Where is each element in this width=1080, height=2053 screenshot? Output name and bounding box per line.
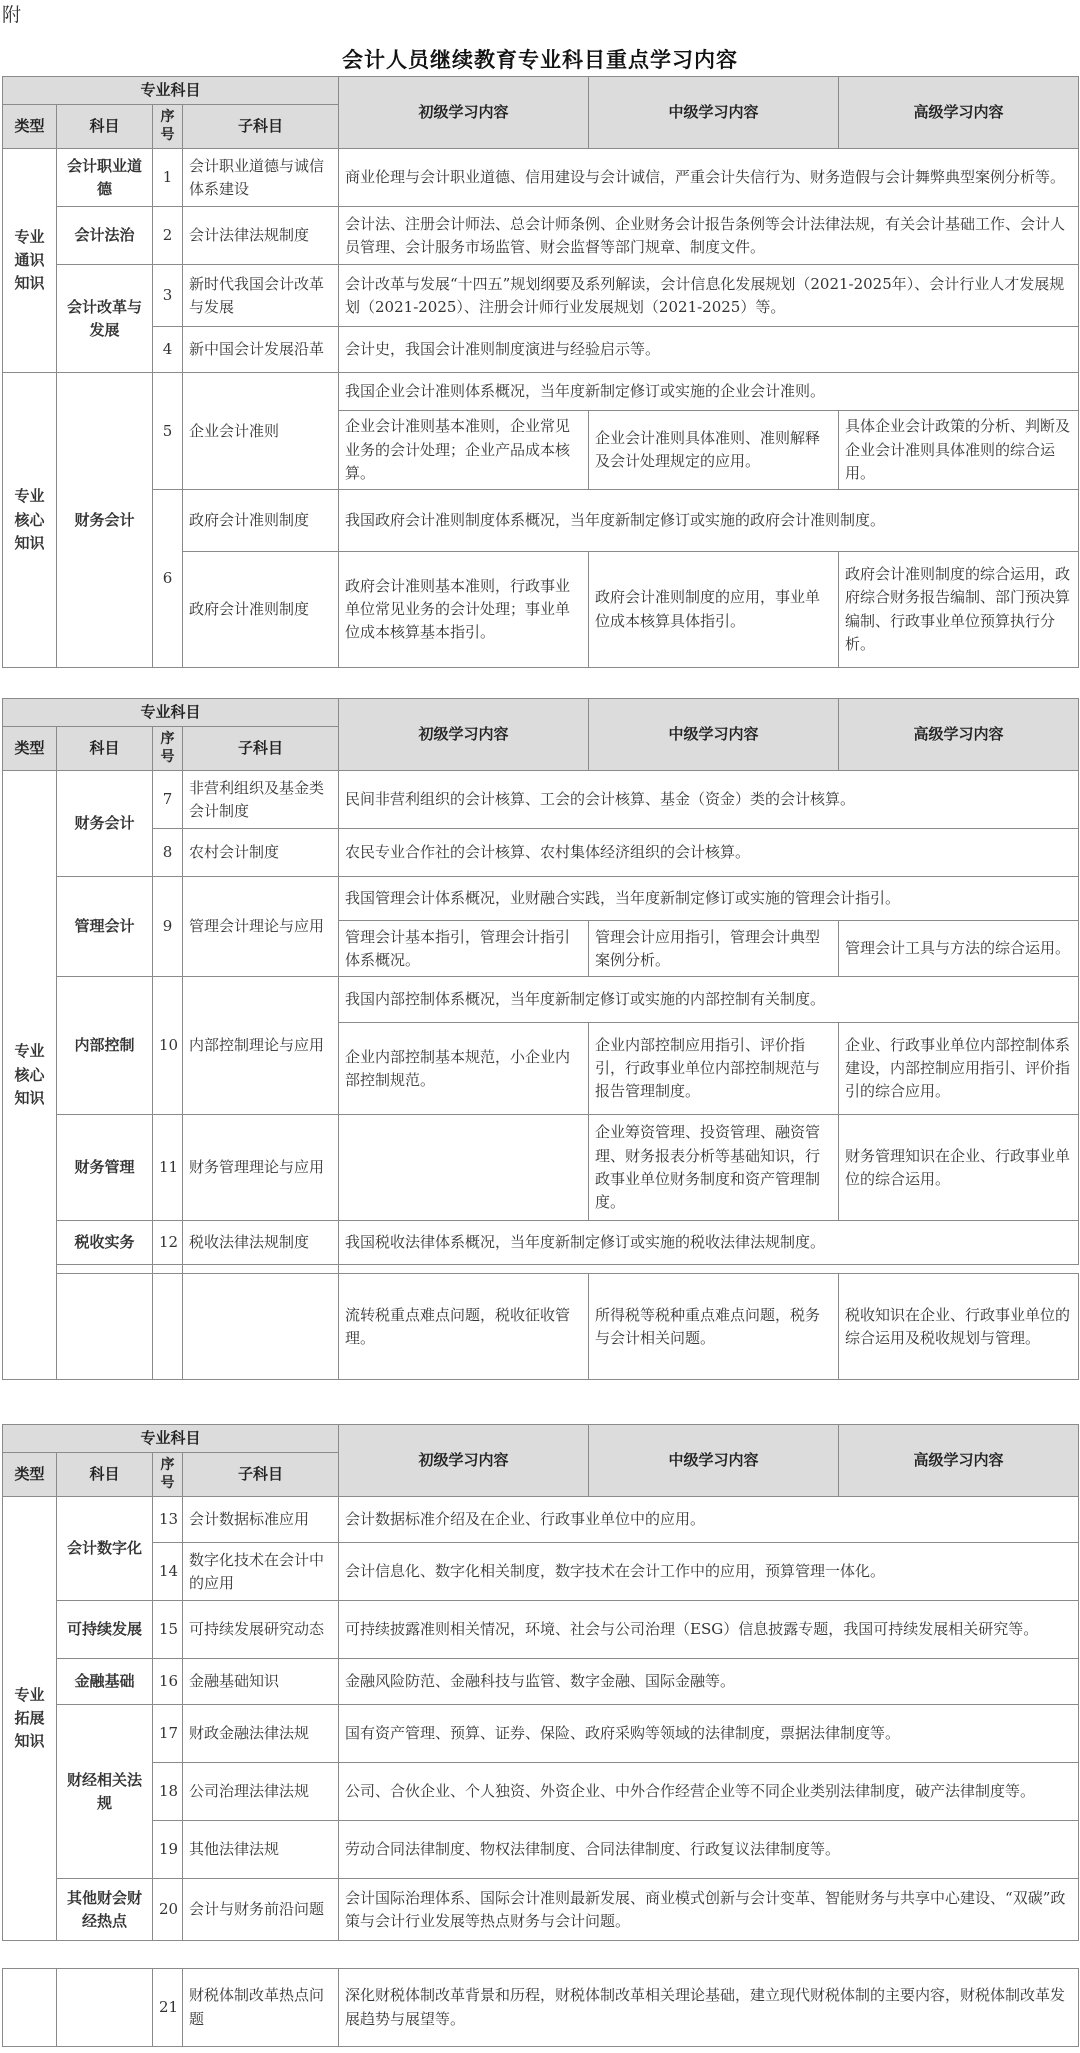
- content-cell: 深化财税体制改革背景和历程，财税体制改革相关理论基础，建立现代财税体制的主要内容，财税体制改革发展趋势与展望等。: [339, 1969, 1079, 2047]
- subject-cell: 会计数字化: [57, 1497, 153, 1601]
- seq-cell: 20: [153, 1879, 183, 1941]
- header-group: 专业科目: [3, 699, 339, 727]
- header-type: 类型: [3, 1453, 57, 1497]
- header-seq: 序号: [153, 1453, 183, 1497]
- content-cell: 会计数据标准介绍及在企业、行政事业单位中的应用。: [339, 1497, 1079, 1543]
- senior-cell: 管理会计工具与方法的综合运用。: [839, 921, 1079, 977]
- sub-subject-cell: 非营利组织及基金类会计制度: [183, 771, 339, 829]
- sub-subject-cell: 会计职业道德与诚信体系建设: [183, 149, 339, 207]
- header-sub-subject: 子科目: [183, 1453, 339, 1497]
- seq-cell: 5: [153, 373, 183, 490]
- sub-subject-cell: 财政金融法律法规: [183, 1705, 339, 1763]
- junior-cell: 企业内部控制基本规范，小企业内部控制规范。: [339, 1023, 589, 1115]
- content-cell: 我国内部控制体系概况，当年度新制定修订或实施的内部控制有关制度。: [339, 977, 1079, 1023]
- seq-cell: 9: [153, 877, 183, 977]
- header-intermediate: 中级学习内容: [589, 699, 839, 771]
- senior-cell: 具体企业会计政策的分析、判断及企业会计准则具体准则的综合运用。: [839, 411, 1079, 490]
- sub-subject-cell: 会计与财务前沿问题: [183, 1879, 339, 1941]
- spacer-cell: [183, 1265, 339, 1274]
- spacer-cell: [57, 1274, 153, 1380]
- content-cell: 我国政府会计准则制度体系概况，当年度新制定修订或实施的政府会计准则制度。: [339, 490, 1079, 552]
- header-group: 专业科目: [3, 1425, 339, 1453]
- seq-cell: 4: [153, 327, 183, 373]
- intermediate-cell: 管理会计应用指引，管理会计典型案例分析。: [589, 921, 839, 977]
- header-senior: 高级学习内容: [839, 77, 1079, 149]
- intermediate-cell: 企业内部控制应用指引、评价指引，行政事业单位内部控制规范与报告管理制度。: [589, 1023, 839, 1115]
- seq-cell: 21: [153, 1969, 183, 2047]
- header-subject: 科目: [57, 727, 153, 771]
- header-subject: 科目: [57, 1453, 153, 1497]
- intermediate-cell: 企业筹资管理、投资管理、融资管理、财务报表分析等基础知识，行政事业单位财务制度和资产管理制度。: [589, 1115, 839, 1221]
- seq-cell: 11: [153, 1115, 183, 1221]
- spacer-cell: [57, 1969, 153, 2047]
- sub-subject-cell: 财税体制改革热点问题: [183, 1969, 339, 2047]
- content-cell: 我国企业会计准则体系概况，当年度新制定修订或实施的企业会计准则。: [339, 373, 1079, 411]
- seq-cell: 8: [153, 829, 183, 877]
- header-type: 类型: [3, 727, 57, 771]
- header-senior: 高级学习内容: [839, 1425, 1079, 1497]
- subject-cell: 财经相关法规: [57, 1705, 153, 1879]
- content-cell: 我国管理会计体系概况，业财融合实践，当年度新制定修订或实施的管理会计指引。: [339, 877, 1079, 921]
- seq-cell: 7: [153, 771, 183, 829]
- type-cell: 专业核心知识: [3, 373, 57, 668]
- sub-subject-cell: 新中国会计发展沿革: [183, 327, 339, 373]
- content-cell: 国有资产管理、预算、证券、保险、政府采购等领域的法律制度，票据法律制度等。: [339, 1705, 1079, 1763]
- curriculum-table-3: [2, 1424, 1079, 1941]
- type-cell: 专业拓展知识: [3, 1497, 57, 1941]
- type-cell: 专业核心知识: [3, 771, 57, 1380]
- spacer-cell: [183, 1274, 339, 1380]
- subject-cell: 税收实务: [57, 1221, 153, 1265]
- content-cell: 会计改革与发展“十四五”规划纲要及系列解读，会计信息化发展规划（2021-2025年）、会计行业人才发展规划（2021-2025）、注册会计师行业发展规划（2021-2025）等。: [339, 265, 1079, 327]
- document-title: 会计人员继续教育专业科目重点学习内容: [342, 48, 738, 72]
- subject-cell: 内部控制: [57, 977, 153, 1115]
- senior-cell: 财务管理知识在企业、行政事业单位的综合运用。: [839, 1115, 1079, 1221]
- content-cell: 劳动合同法律制度、物权法律制度、合同法律制度、行政复议法律制度等。: [339, 1821, 1079, 1879]
- header-junior: 初级学习内容: [339, 77, 589, 149]
- sub-subject-cell: 可持续发展研究动态: [183, 1601, 339, 1659]
- intermediate-cell: 政府会计准则制度的应用，事业单位成本核算具体指引。: [589, 552, 839, 668]
- seq-cell: 17: [153, 1705, 183, 1763]
- subject-cell: 会计职业道德: [57, 149, 153, 207]
- seq-cell: 16: [153, 1659, 183, 1705]
- header-type: 类型: [3, 105, 57, 149]
- sub-subject-cell: 政府会计准则制度: [183, 490, 339, 552]
- subject-cell: 财务会计: [57, 373, 153, 668]
- seq-cell: 18: [153, 1763, 183, 1821]
- sub-subject-cell: 税收法律法规制度: [183, 1221, 339, 1265]
- seq-cell: 14: [153, 1543, 183, 1601]
- content-cell: 会计信息化、数字化相关制度，数字技术在会计工作中的应用，预算管理一体化。: [339, 1543, 1079, 1601]
- content-cell: 我国税收法律体系概况，当年度新制定修订或实施的税收法律法规制度。: [339, 1221, 1079, 1265]
- seq-cell: 10: [153, 977, 183, 1115]
- sub-subject-cell: 会计数据标准应用: [183, 1497, 339, 1543]
- type-cell: 专业通识知识: [3, 149, 57, 373]
- header-sub-subject: 子科目: [183, 727, 339, 771]
- subject-cell: 财务管理: [57, 1115, 153, 1221]
- senior-cell: 企业、行政事业单位内部控制体系建设，内部控制应用指引、评价指引的综合应用。: [839, 1023, 1079, 1115]
- curriculum-table-2: [2, 698, 1079, 1380]
- content-cell: 会计法、注册会计师法、总会计师条例、企业财务会计报告条例等会计法律法规，有关会计基础工作、会计人员管理、会计服务市场监管、财会监督等部门规章、制度文件。: [339, 207, 1079, 265]
- content-cell: 会计国际治理体系、国际会计准则最新发展、商业模式创新与会计变革、智能财务与共享中心建设、“双碳”政策与会计行业发展等热点财务与会计问题。: [339, 1879, 1079, 1941]
- seq-cell: 2: [153, 207, 183, 265]
- header-junior: 初级学习内容: [339, 1425, 589, 1497]
- sub-subject-cell: 会计法律法规制度: [183, 207, 339, 265]
- seq-cell: 12: [153, 1221, 183, 1265]
- intermediate-cell: 企业会计准则具体准则、准则解释及会计处理规定的应用。: [589, 411, 839, 490]
- header-group: 专业科目: [3, 77, 339, 105]
- subject-cell: 其他财会财经热点: [57, 1879, 153, 1941]
- subject-cell: 金融基础: [57, 1659, 153, 1705]
- sub-subject-cell: 政府会计准则制度: [183, 552, 339, 668]
- header-junior: 初级学习内容: [339, 699, 589, 771]
- senior-cell: 政府会计准则制度的综合运用，政府综合财务报告编制、部门预决算编制、行政事业单位预算执行分析。: [839, 552, 1079, 668]
- sub-subject-cell: 数字化技术在会计中的应用: [183, 1543, 339, 1601]
- sub-subject-cell: 新时代我国会计改革与发展: [183, 265, 339, 327]
- header-senior: 高级学习内容: [839, 699, 1079, 771]
- subject-cell: 财务会计: [57, 771, 153, 877]
- subject-cell: 会计改革与发展: [57, 265, 153, 373]
- content-cell: 民间非营利组织的会计核算、工会的会计核算、基金（资金）类的会计核算。: [339, 771, 1079, 829]
- seq-cell: 19: [153, 1821, 183, 1879]
- sub-subject-cell: 企业会计准则: [183, 373, 339, 490]
- header-intermediate: 中级学习内容: [589, 1425, 839, 1497]
- content-cell: 会计史，我国会计准则制度演进与经验启示等。: [339, 327, 1079, 373]
- content-cell: 商业伦理与会计职业道德、信用建设与会计诚信，严重会计失信行为、财务造假与会计舞弊典型案例分析等。: [339, 149, 1079, 207]
- spacer-cell: [3, 1969, 57, 2047]
- content-cell: 农民专业合作社的会计核算、农村集体经济组织的会计核算。: [339, 829, 1079, 877]
- sub-subject-cell: 其他法律法规: [183, 1821, 339, 1879]
- intermediate-cell: 所得税等税种重点难点问题，税务与会计相关问题。: [589, 1274, 839, 1380]
- content-cell: 可持续披露准则相关情况，环境、社会与公司治理（ESG）信息披露专题，我国可持续发展相关研究等。: [339, 1601, 1079, 1659]
- sub-subject-cell: 公司治理法律法规: [183, 1763, 339, 1821]
- curriculum-table-1: [2, 76, 1079, 668]
- content-cell: 公司、合伙企业、个人独资、外资企业、中外合作经营企业等不同企业类别法律制度，破产法律制度等。: [339, 1763, 1079, 1821]
- attachment-label: 附: [2, 4, 22, 26]
- subject-cell: 可持续发展: [57, 1601, 153, 1659]
- junior-cell: 政府会计准则基本准则，行政事业单位常见业务的会计处理；事业单位成本核算基本指引。: [339, 552, 589, 668]
- spacer-cell: [153, 1274, 183, 1380]
- junior-cell: 企业会计准则基本准则，企业常见业务的会计处理；企业产品成本核算。: [339, 411, 589, 490]
- subject-cell: 管理会计: [57, 877, 153, 977]
- subject-cell: 会计法治: [57, 207, 153, 265]
- sub-subject-cell: 财务管理理论与应用: [183, 1115, 339, 1221]
- content-cell: 金融风险防范、金融科技与监管、数字金融、国际金融等。: [339, 1659, 1079, 1705]
- junior-cell: 管理会计基本指引，管理会计指引体系概况。: [339, 921, 589, 977]
- sub-subject-cell: 内部控制理论与应用: [183, 977, 339, 1115]
- header-seq: 序号: [153, 105, 183, 149]
- sub-subject-cell: 管理会计理论与应用: [183, 877, 339, 977]
- header-seq: 序号: [153, 727, 183, 771]
- curriculum-table-3-continued: [2, 1968, 1079, 2047]
- junior-cell: 流转税重点难点问题，税收征收管理。: [339, 1274, 589, 1380]
- seq-cell: 1: [153, 149, 183, 207]
- header-subject: 科目: [57, 105, 153, 149]
- seq-cell: 13: [153, 1497, 183, 1543]
- seq-cell: 6: [153, 490, 183, 668]
- sub-subject-cell: 金融基础知识: [183, 1659, 339, 1705]
- sub-subject-cell: 农村会计制度: [183, 829, 339, 877]
- seq-cell: 15: [153, 1601, 183, 1659]
- seq-cell: 3: [153, 265, 183, 327]
- senior-cell: 税收知识在企业、行政事业单位的综合运用及税收规划与管理。: [839, 1274, 1079, 1380]
- spacer-cell: [57, 1265, 153, 1274]
- header-sub-subject: 子科目: [183, 105, 339, 149]
- spacer-cell: [153, 1265, 183, 1274]
- spacer-cell: [339, 1265, 1079, 1274]
- header-intermediate: 中级学习内容: [589, 77, 839, 149]
- junior-cell: [339, 1115, 589, 1221]
